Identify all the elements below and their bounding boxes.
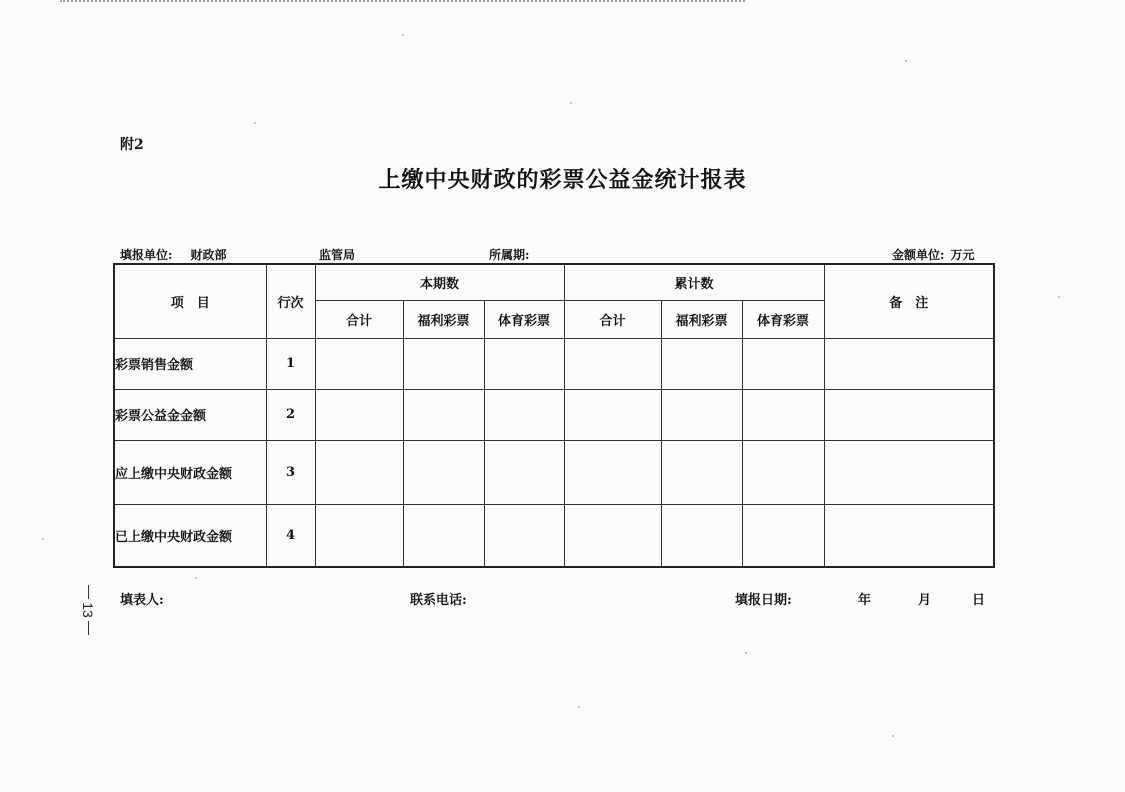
page-number-dash [88,585,89,599]
row-number: 2 [266,389,315,440]
scan-speck [42,538,44,540]
scan-artifact-line [60,0,745,5]
header-row-number: 行次 [266,264,315,338]
period-label: 所属期: [489,248,530,262]
table-cell [484,440,564,504]
table-cell [403,504,484,567]
scan-speck [892,735,894,737]
table-cell [661,440,742,504]
row-item-label: 彩票公益金金额 [114,389,266,440]
table-row [114,504,994,567]
date-day: 日 [972,593,986,608]
row-number: 4 [266,504,315,567]
filing-unit-label: 填报单位: [120,248,173,262]
date-year: 年 [858,593,872,608]
header-current-period: 本期数 [315,264,564,300]
filing-unit [120,246,226,263]
table-row [114,389,994,440]
table-cell [484,338,564,389]
page-number-value: 13 [79,602,96,618]
table-cell [742,440,824,504]
scan-speck [1058,296,1060,298]
scan-speck [905,60,907,62]
table-cell [484,389,564,440]
row-number: 3 [266,440,315,504]
date-label: 填报日期: [735,593,792,608]
table-cell [824,338,994,389]
statistics-table [113,263,995,568]
scan-speck [195,577,197,579]
table-cell [742,504,824,567]
table-row [114,440,994,504]
table-row [114,338,994,389]
scan-speck [745,652,747,654]
table-cell [403,338,484,389]
page-number [78,583,98,637]
header-remark: 备 注 [824,264,994,338]
phone-label: 联系电话: [410,593,467,608]
table-cell [403,440,484,504]
table-cell [564,389,661,440]
header-item: 项 目 [114,264,266,338]
filing-unit-value: 财政部 [190,248,227,262]
table-cell [564,504,661,567]
table-cell [661,504,742,567]
amount-unit [892,246,974,263]
supervision-label: 监管局 [319,248,356,262]
table-cell [824,440,994,504]
header-current-total: 合计 [315,300,403,338]
amount-unit-label: 金额单位: [892,248,945,262]
row-item-label: 应上缴中央财政金额 [114,440,266,504]
preparer-label: 填表人: [120,593,164,608]
table-cell [661,389,742,440]
page-number-dash [88,621,89,635]
header-current-welfare: 福利彩票 [403,300,484,338]
table-cell [315,389,403,440]
scan-speck [402,34,404,36]
header-cumulative-welfare: 福利彩票 [661,300,742,338]
table-cell [564,338,661,389]
annex-label: 附2 [120,137,144,153]
table-cell [742,389,824,440]
table-cell [315,504,403,567]
table-cell [315,338,403,389]
table-cell [824,389,994,440]
scan-speck [254,122,256,124]
header-current-sports: 体育彩票 [484,300,564,338]
header-cumulative-total: 合计 [564,300,661,338]
page-title: 上缴中央财政的彩票公益金统计报表 [378,167,747,193]
header-cumulative: 累计数 [564,264,824,300]
table-cell [742,338,824,389]
table-cell [315,440,403,504]
row-number: 1 [266,338,315,389]
table-cell [661,338,742,389]
header-cumulative-sports: 体育彩票 [742,300,824,338]
table-cell [564,440,661,504]
amount-unit-value: 万元 [950,248,975,262]
scan-speck [570,102,572,104]
scan-speck [578,706,580,708]
row-item-label: 彩票销售金额 [114,338,266,389]
row-item-label: 已上缴中央财政金额 [114,504,266,567]
table-cell [484,504,564,567]
table-cell [403,389,484,440]
date-month: 月 [918,593,932,608]
table-cell [824,504,994,567]
